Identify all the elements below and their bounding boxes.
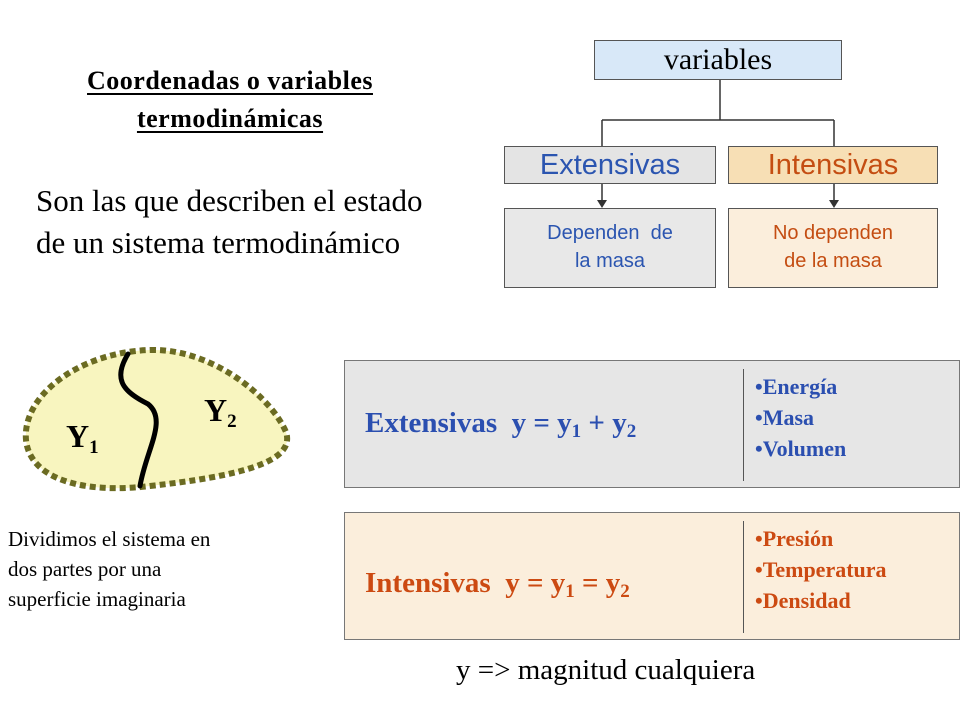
- extensive-panel: [344, 360, 960, 488]
- extensive-divider: [743, 369, 744, 481]
- example-temperatura: • Temperatura: [755, 554, 887, 585]
- intensive-desc-line-2: de la masa: [784, 250, 882, 272]
- example-densidad: • Densidad: [755, 585, 887, 616]
- title-line-2: termodinámicas: [136, 104, 324, 133]
- blob-caption-line-1: Dividimos el sistema en: [8, 527, 211, 551]
- blob-caption-line-2: dos partes por una: [8, 557, 162, 581]
- blob-caption-line-3: superficie imaginaria: [8, 587, 186, 611]
- intensive-formula: Intensivas $y = y_1 = y_2$: [365, 567, 630, 602]
- blob-label-y1: $Y_1$: [66, 418, 99, 458]
- example-masa: • Masa: [755, 402, 846, 433]
- footer-note: y => magnitud cualquiera: [456, 654, 756, 686]
- intensive-divider: [743, 521, 744, 633]
- blob-label-y2: $Y_2$: [204, 392, 237, 432]
- extensive-formula: Extensivas $y = y_1 + y_2$: [365, 407, 637, 442]
- example-presion: • Presión: [755, 523, 887, 554]
- title-line-1: Coordenadas o variables: [87, 66, 373, 95]
- int-arrow-head: [829, 200, 839, 208]
- example-energia: • Energía: [755, 371, 846, 402]
- example-volumen: • Volumen: [755, 433, 846, 464]
- intro-line-1: Son las que describen el estado: [36, 183, 423, 218]
- extensive-box: Extensivas: [504, 146, 716, 184]
- extensive-description-box: [504, 208, 716, 288]
- variables-box: variables: [594, 40, 842, 80]
- extensive-examples: [755, 371, 846, 464]
- intensive-box: Intensivas: [728, 146, 938, 184]
- intensive-desc-line-1: No dependen: [772, 222, 894, 244]
- intensive-panel: [344, 512, 960, 640]
- blob-caption: [8, 524, 328, 614]
- intensive-description-box: [728, 208, 938, 288]
- ext-arrow-head: [597, 200, 607, 208]
- page-title: [10, 62, 450, 138]
- extensive-desc-line-1: Dependen de: [547, 222, 673, 244]
- extensive-desc-line-2: la masa: [574, 250, 646, 272]
- intro-line-2: de un sistema termodinámico: [36, 225, 401, 260]
- intensive-examples: [755, 523, 887, 616]
- intro-text: [36, 180, 496, 264]
